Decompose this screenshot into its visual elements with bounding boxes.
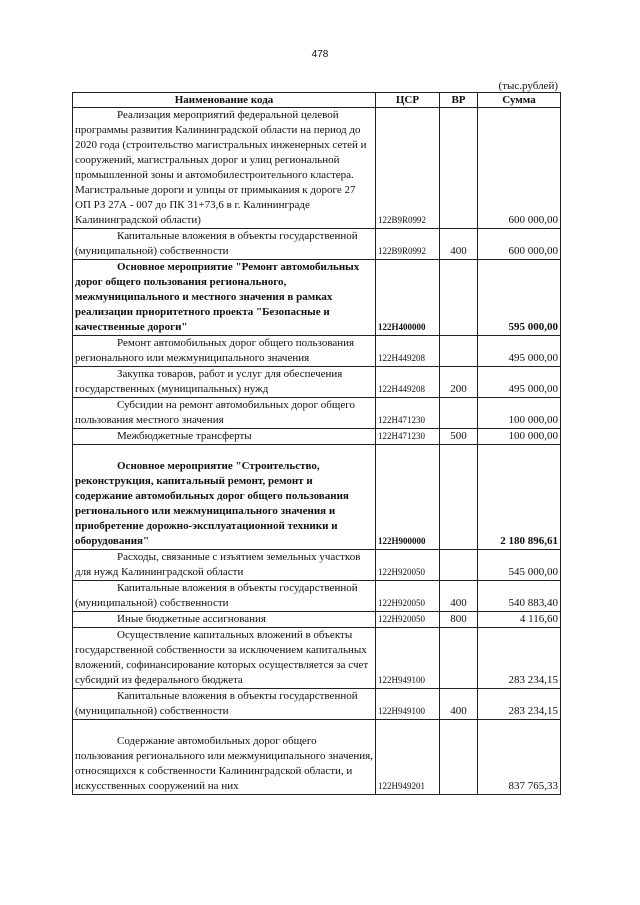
row-name: Расходы, связанные с изъятием земельных участков для нужд Калининградской области (73, 550, 376, 581)
row-vr (440, 108, 478, 229)
row-sum: 100 000,00 (478, 429, 561, 445)
row-name: Межбюджетные трансферты (73, 429, 376, 445)
row-vr (440, 628, 478, 689)
table-row (73, 628, 561, 689)
row-sum: 283 234,15 (478, 689, 561, 720)
table-row (73, 581, 561, 612)
header-vr: ВР (440, 93, 478, 108)
row-vr (440, 550, 478, 581)
row-name: Капитальные вложения в объекты государственной (муниципальной) собственности (73, 689, 376, 720)
row-sum: 495 000,00 (478, 336, 561, 367)
row-name: Ремонт автомобильных дорог общего пользования регионального или межмуниципального значения (73, 336, 376, 367)
header-csr: ЦСР (376, 93, 440, 108)
row-name: Иные бюджетные ассигнования (73, 612, 376, 628)
table-row (73, 429, 561, 445)
row-csr: 122H449208 (376, 336, 440, 367)
row-csr: 122H920050 (376, 612, 440, 628)
table-row (73, 612, 561, 628)
row-csr: 122H471230 (376, 429, 440, 445)
budget-table (72, 92, 561, 795)
table-header-row (73, 93, 561, 108)
table-row (73, 550, 561, 581)
row-sum: 600 000,00 (478, 108, 561, 229)
row-vr: 800 (440, 612, 478, 628)
row-vr (440, 720, 478, 795)
row-csr: 122H449208 (376, 367, 440, 398)
row-csr: 122H920050 (376, 550, 440, 581)
row-sum: 545 000,00 (478, 550, 561, 581)
table-row (73, 260, 561, 336)
row-sum: 283 234,15 (478, 628, 561, 689)
row-csr: 122H949100 (376, 628, 440, 689)
row-name: Содержание автомобильных дорог общего пользования регионального или межмуниципального значения, относящихся к собственности Калининградской области, и искусственных сооружений на них (73, 720, 376, 795)
row-sum: 540 883,40 (478, 581, 561, 612)
table-row (73, 720, 561, 795)
row-vr: 500 (440, 429, 478, 445)
row-sum: 837 765,33 (478, 720, 561, 795)
row-name: Осуществление капитальных вложений в объекты государственной собственности за исключением капитальных вложений, софинансирование которых осуществляется за счет субсидий из федерального бюджета (73, 628, 376, 689)
row-sum: 495 000,00 (478, 367, 561, 398)
header-sum: Сумма (478, 93, 561, 108)
row-csr: 122B9R0992 (376, 229, 440, 260)
table-row (73, 689, 561, 720)
row-vr: 400 (440, 689, 478, 720)
row-sum: 4 116,60 (478, 612, 561, 628)
row-csr: 122H471230 (376, 398, 440, 429)
row-vr (440, 398, 478, 429)
row-name: Капитальные вложения в объекты государственной (муниципальной) собственности (73, 229, 376, 260)
row-csr: 122H949100 (376, 689, 440, 720)
page-number: 478 (311, 49, 329, 60)
table-row (73, 108, 561, 229)
row-vr (440, 260, 478, 336)
row-vr: 400 (440, 229, 478, 260)
row-vr (440, 336, 478, 367)
unit-label: (тыс.рублей) (498, 80, 558, 92)
row-csr: 122H900000 (376, 445, 440, 550)
row-sum: 600 000,00 (478, 229, 561, 260)
row-sum: 100 000,00 (478, 398, 561, 429)
row-csr: 122B9R0992 (376, 108, 440, 229)
row-name: Закупка товаров, работ и услуг для обеспечения государственных (муниципальных) нужд (73, 367, 376, 398)
table-row (73, 367, 561, 398)
table-row (73, 398, 561, 429)
table-row (73, 229, 561, 260)
row-name: Основное мероприятие "Ремонт автомобильных дорог общего пользования регионального, межмуниципального и местного значения в рамках реализации приоритетного проекта "Безопасные и качественные дороги" (73, 260, 376, 336)
row-name: Основное мероприятие "Строительство, реконструкция, капитальный ремонт, ремонт и содержание автомобильных дорог общего пользования регионального или межмуниципального значения и приобретение дорожно-эксплуатационной техники и оборудования" (73, 445, 376, 550)
header-name: Наименование кода (73, 93, 376, 108)
row-csr: 122H400000 (376, 260, 440, 336)
row-csr: 122H949201 (376, 720, 440, 795)
row-vr (440, 445, 478, 550)
row-vr: 200 (440, 367, 478, 398)
row-sum: 595 000,00 (478, 260, 561, 336)
row-name: Капитальные вложения в объекты государственной (муниципальной) собственности (73, 581, 376, 612)
row-vr: 400 (440, 581, 478, 612)
row-csr: 122H920050 (376, 581, 440, 612)
table-row (73, 336, 561, 367)
table-row (73, 445, 561, 550)
row-name: Субсидии на ремонт автомобильных дорог общего пользования местного значения (73, 398, 376, 429)
row-name: Реализация мероприятий федеральной целевой программы развития Калининградской области на период до 2020 года (строительство магистральных инженерных сетей и сооружений, магистральных дорог и улиц региональной промышленной зоны и автомобилестроительного кластера. Магистральные дороги и улицы от примыкания к дороге 27 ОП РЗ 27А - 007 до ПК 31+73,6 в г. Калининграде Калининградской области) (73, 108, 376, 229)
row-sum: 2 180 896,61 (478, 445, 561, 550)
